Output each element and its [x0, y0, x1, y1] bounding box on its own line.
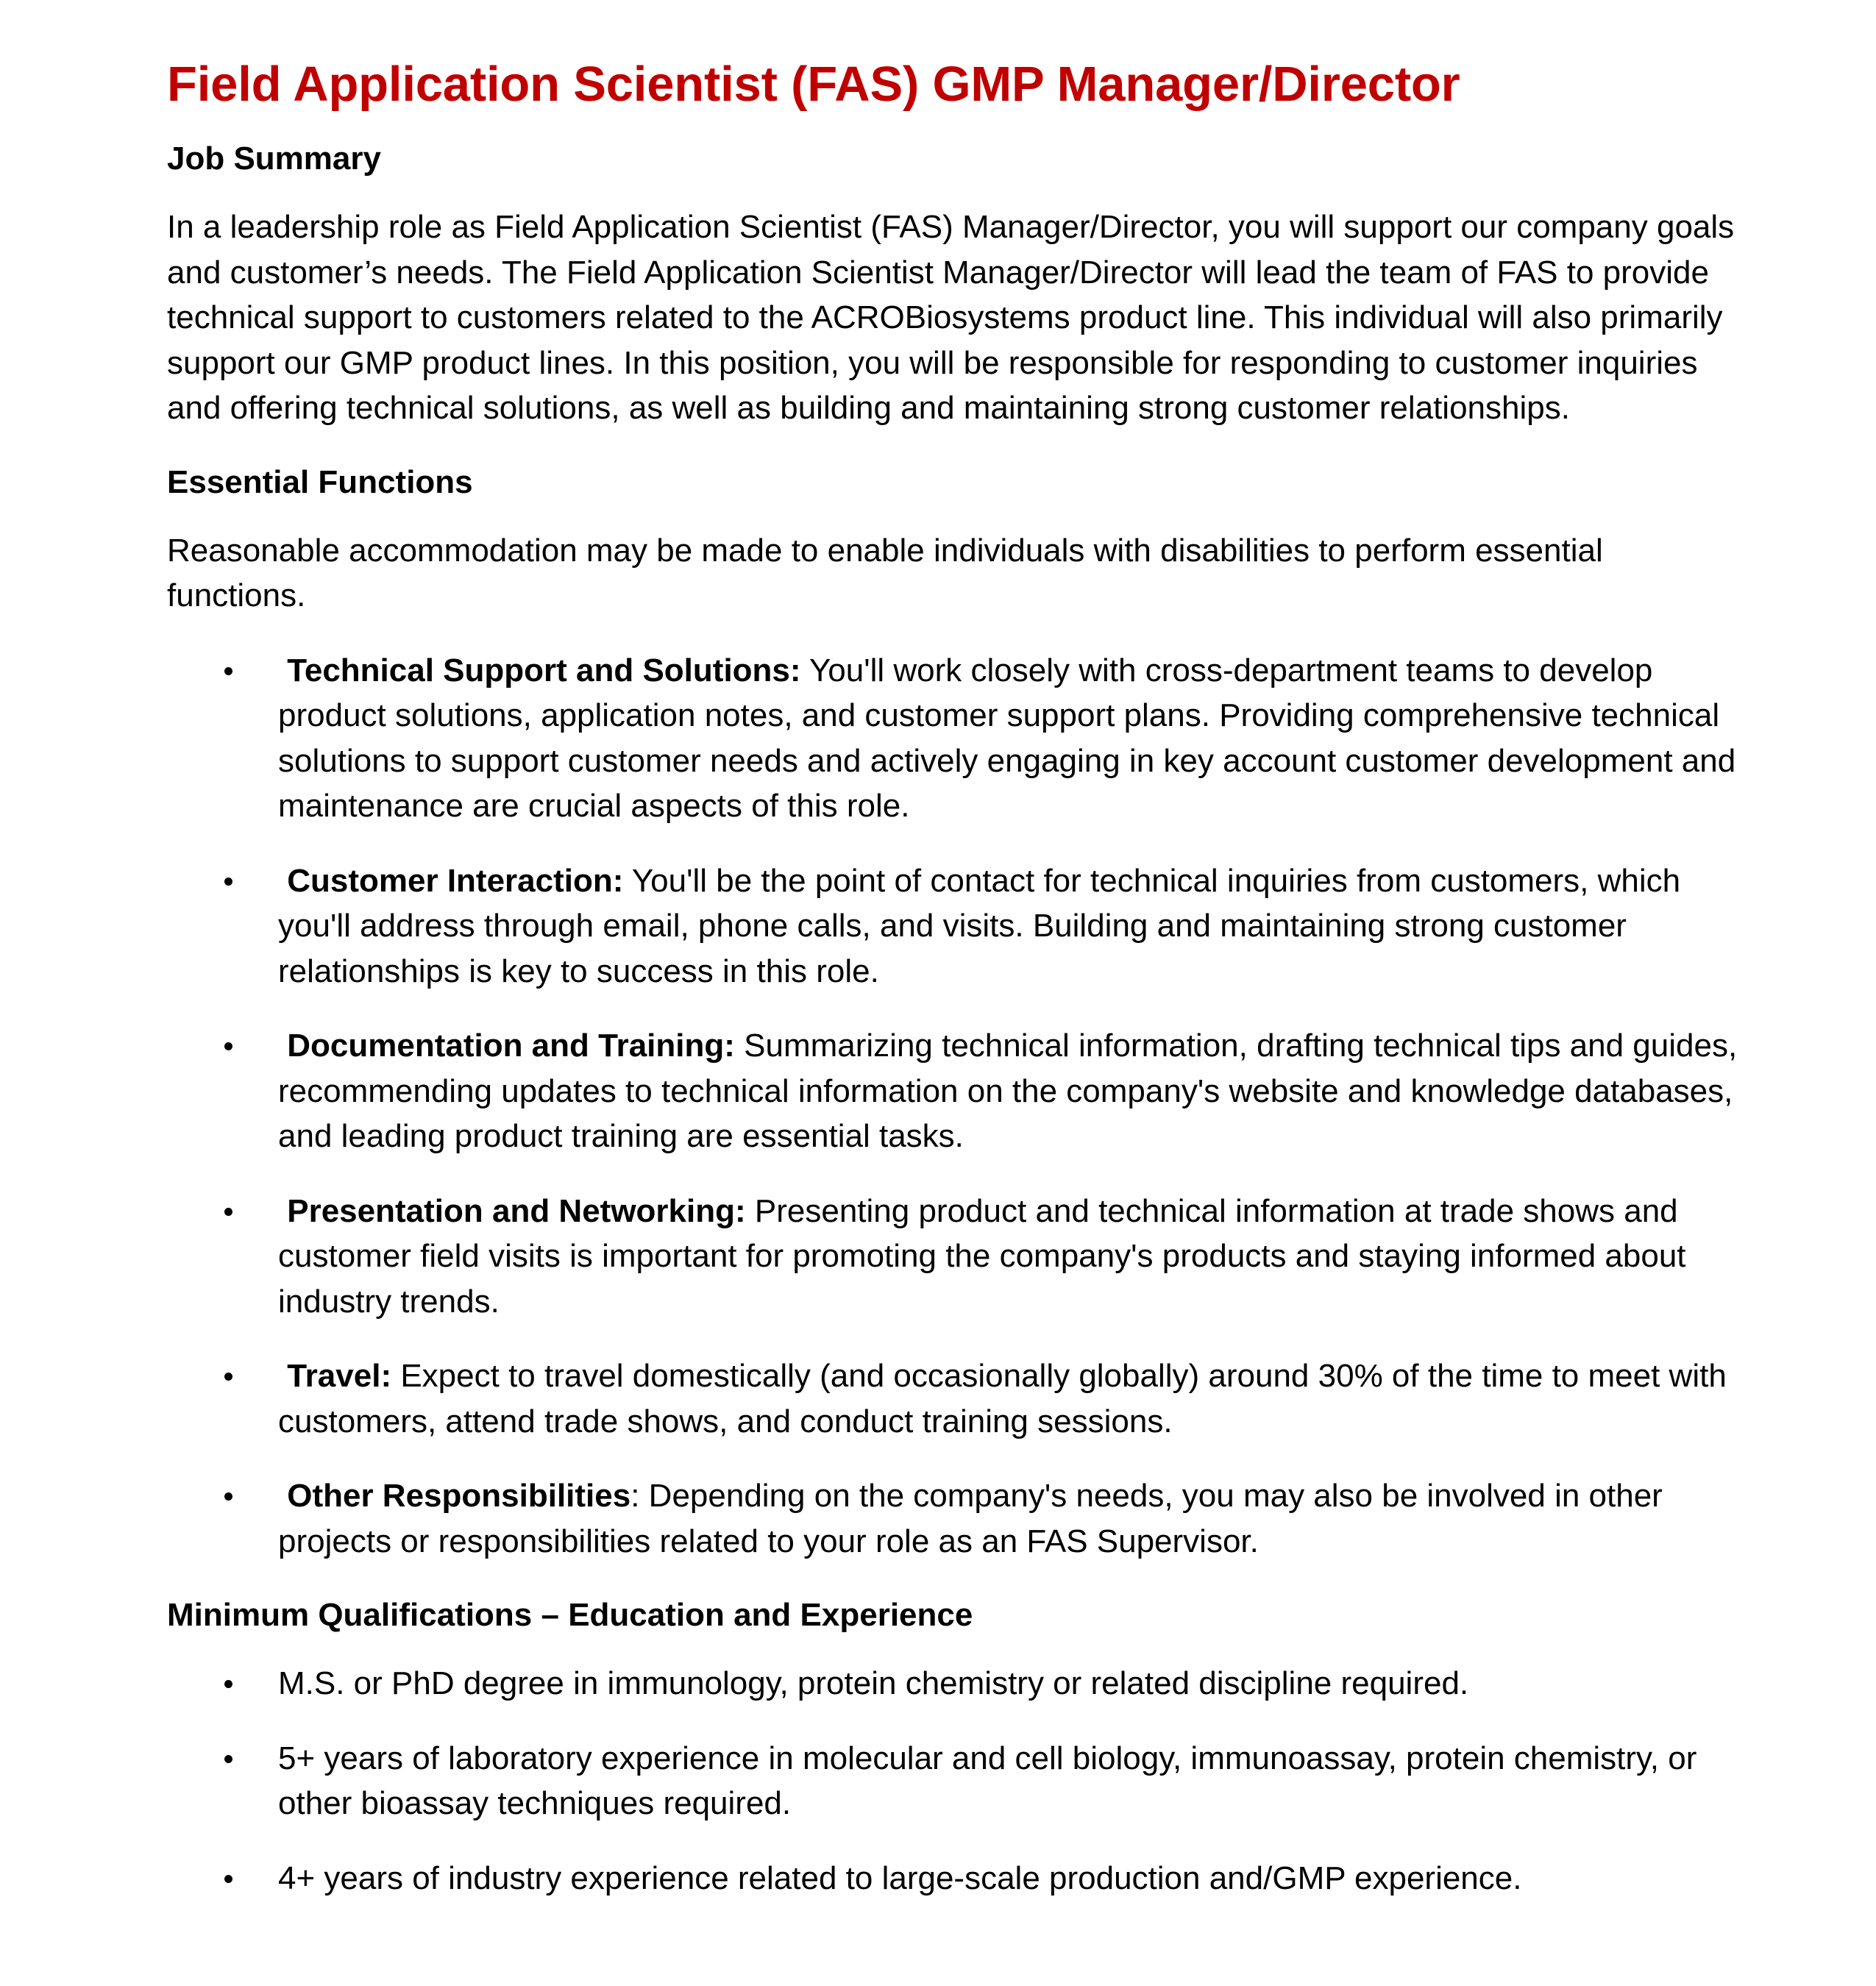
bullet-icon: [224, 1042, 232, 1050]
item-text: You'll be the point of contact for technical inquiries from customers, which you'll address through email, phone calls, and visits. Building and maintaining strong customer relationships is key to success in this role.: [278, 862, 1681, 989]
item-text: 4+ years of industry experience related to large-scale production and/GMP experience.: [278, 1859, 1522, 1896]
job-summary-text: In a leadership role as Field Application Scientist (FAS) Manager/Director, you will support our company goals and customer’s needs. The Field Application Scientist Manager/Director will lead the team of FAS to provide technical support to customers related to the ACROBiosystems product line. This individual will also primarily support our GMP product lines. In this position, you will be responsible for responding to customer inquiries and offering technical solutions, as well as building and maintaining strong customer relationships.: [167, 209, 1735, 426]
item-lead: Customer Interaction:: [287, 862, 624, 899]
job-summary-heading: Job Summary: [167, 140, 381, 177]
list-item: [167, 1856, 1741, 1901]
min-qualifications-list: [167, 1661, 1741, 1901]
list-item: [167, 1023, 1741, 1159]
item-text: 5+ years of laboratory experience in molecular and cell biology, immunoassay, protein chemistry, or other bioassay techniques required.: [278, 1740, 1697, 1821]
item-text: Presenting product and technical information at trade shows and customer field visits is important for promoting the company's products and staying informed about industry trends.: [278, 1192, 1686, 1320]
item-text: : Depending on the company's needs, you may also be involved in other projects or responsibilities related to your role as an FAS Supervisor.: [278, 1478, 1663, 1559]
list-item: [167, 858, 1741, 994]
bullet-icon: [224, 1373, 232, 1381]
bullet-icon: [224, 1680, 232, 1688]
item-lead: Technical Support and Solutions:: [287, 652, 801, 688]
min-qualifications-heading: Minimum Qualifications – Education and Experience: [167, 1597, 973, 1633]
essential-functions-intro: Reasonable accommodation may be made to enable individuals with disabilities to perform essential functions.: [167, 532, 1603, 613]
list-item: [167, 1661, 1741, 1706]
bullet-icon: [224, 1875, 232, 1883]
document-page: [167, 51, 1741, 1930]
bullet-icon: [224, 667, 232, 675]
list-item: [167, 1353, 1741, 1444]
item-text: You'll work closely with cross-department teams to develop product solutions, application notes, and customer support plans. Providing comprehensive technical solutions to support customer needs and actively engaging in key account customer development and maintenance are crucial aspects of this role.: [278, 652, 1736, 824]
bullet-icon: [224, 1755, 232, 1763]
bullet-icon: [224, 878, 232, 886]
essential-functions-heading: Essential Functions: [167, 463, 473, 500]
item-lead: Documentation and Training:: [287, 1028, 735, 1064]
bullet-icon: [224, 1208, 232, 1216]
item-lead: Presentation and Networking:: [287, 1192, 746, 1229]
item-lead: Other Responsibilities: [287, 1478, 631, 1514]
list-item: [167, 1736, 1741, 1826]
item-text: Expect to travel domestically (and occasionally globally) around 30% of the time to meet with customers, attend trade shows, and conduct training sessions.: [278, 1358, 1727, 1439]
item-text: M.S. or PhD degree in immunology, protein chemistry or related discipline required.: [278, 1665, 1469, 1701]
list-item: [167, 1473, 1741, 1564]
bullet-icon: [224, 1492, 232, 1501]
item-text: Summarizing technical information, drafting technical tips and guides, recommending updates to technical information on the company's website and knowledge databases, and leading product training are essential tasks.: [278, 1028, 1738, 1154]
list-item: [167, 648, 1741, 829]
list-item: [167, 1189, 1741, 1325]
page-title: Field Application Scientist (FAS) GMP Manager/Director: [167, 57, 1460, 112]
essential-functions-list: [167, 648, 1741, 1565]
item-lead: Travel:: [287, 1358, 392, 1394]
